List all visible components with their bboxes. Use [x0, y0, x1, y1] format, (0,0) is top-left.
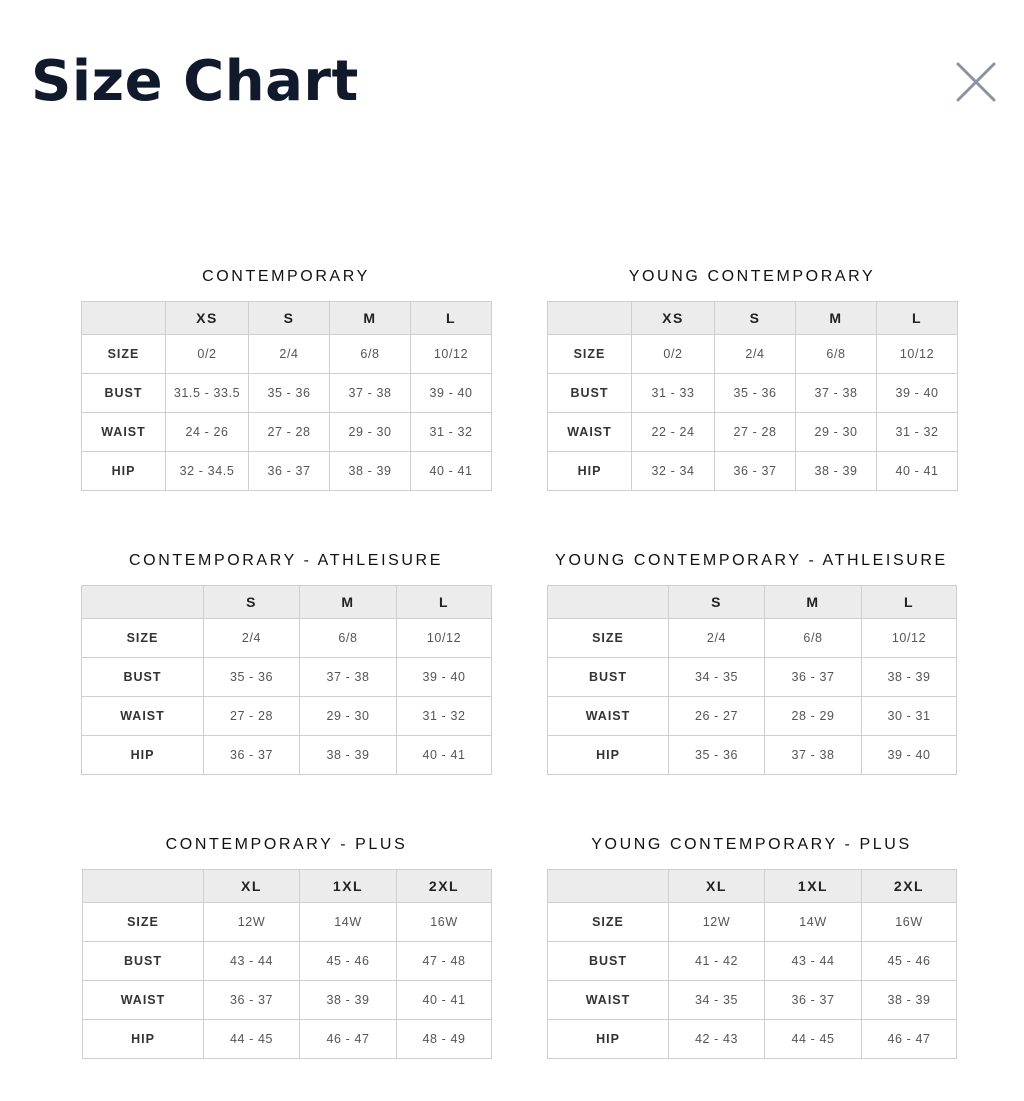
table-cell: 40 - 41: [397, 736, 492, 775]
table-cell: 36 - 37: [715, 452, 796, 491]
table-row: [548, 1020, 957, 1059]
section-title: YOUNG CONTEMPORARY - ATHLEISURE: [555, 552, 948, 569]
row-label: WAIST: [548, 981, 669, 1020]
table-cell: 6/8: [796, 335, 877, 374]
size-table: [81, 301, 492, 491]
table-cell: 46 - 47: [862, 1020, 957, 1059]
table-cell: 45 - 46: [300, 942, 397, 981]
table-cell: 27 - 28: [715, 413, 796, 452]
table-cell: 31 - 32: [397, 697, 492, 736]
table-cell: 29 - 30: [300, 697, 397, 736]
table-cell: 28 - 29: [765, 697, 862, 736]
row-label: HIP: [82, 736, 204, 775]
row-label: BUST: [83, 942, 204, 981]
header-row: [548, 586, 957, 619]
column-header: 1XL: [300, 870, 397, 903]
table-cell: 16W: [862, 903, 957, 942]
row-label: HIP: [548, 452, 632, 491]
column-header: 1XL: [765, 870, 862, 903]
table-cell: 41 - 42: [669, 942, 765, 981]
table-cell: 37 - 38: [796, 374, 877, 413]
row-label: SIZE: [82, 335, 166, 374]
table-row: [548, 452, 958, 491]
column-header: M: [765, 586, 862, 619]
table-cell: 37 - 38: [765, 736, 862, 775]
row-label: HIP: [548, 736, 669, 775]
table-cell: 36 - 37: [765, 658, 862, 697]
table-cell: 39 - 40: [862, 736, 957, 775]
table-row: [83, 1020, 492, 1059]
table-cell: 22 - 24: [632, 413, 715, 452]
corner-cell: [548, 302, 632, 335]
table-cell: 14W: [300, 903, 397, 942]
table-cell: 43 - 44: [204, 942, 300, 981]
row-label: WAIST: [548, 697, 669, 736]
table-cell: 39 - 40: [397, 658, 492, 697]
row-label: SIZE: [548, 619, 669, 658]
page-title: Size Chart: [31, 49, 359, 114]
table-cell: 2/4: [249, 335, 330, 374]
row-label: BUST: [548, 374, 632, 413]
row-label: WAIST: [83, 981, 204, 1020]
table-cell: 37 - 38: [330, 374, 411, 413]
table-cell: 39 - 40: [877, 374, 958, 413]
corner-cell: [548, 870, 669, 903]
table-cell: 32 - 34: [632, 452, 715, 491]
table-cell: 39 - 40: [411, 374, 492, 413]
table-cell: 2/4: [204, 619, 300, 658]
size-table: [81, 585, 492, 775]
row-label: SIZE: [548, 903, 669, 942]
table-cell: 40 - 41: [877, 452, 958, 491]
table-cell: 16W: [397, 903, 492, 942]
table-cell: 34 - 35: [669, 981, 765, 1020]
row-label: HIP: [83, 1020, 204, 1059]
column-header: L: [877, 302, 958, 335]
section-title: CONTEMPORARY - ATHLEISURE: [129, 552, 443, 569]
table-cell: 40 - 41: [397, 981, 492, 1020]
table-cell: 35 - 36: [204, 658, 300, 697]
table-cell: 31 - 32: [877, 413, 958, 452]
close-button[interactable]: [950, 56, 1002, 108]
section-title: YOUNG CONTEMPORARY: [628, 268, 876, 285]
table-cell: 38 - 39: [796, 452, 877, 491]
table-cell: 29 - 30: [330, 413, 411, 452]
table-cell: 36 - 37: [204, 981, 300, 1020]
table-cell: 34 - 35: [669, 658, 765, 697]
column-header: S: [715, 302, 796, 335]
table-cell: 10/12: [397, 619, 492, 658]
table-cell: 6/8: [765, 619, 862, 658]
size-table: [82, 869, 492, 1059]
table-cell: 48 - 49: [397, 1020, 492, 1059]
size-table: [547, 301, 958, 491]
table-cell: 35 - 36: [715, 374, 796, 413]
table-row: [83, 942, 492, 981]
table-cell: 35 - 36: [249, 374, 330, 413]
table-row: [548, 413, 958, 452]
table-cell: 6/8: [300, 619, 397, 658]
row-label: HIP: [82, 452, 166, 491]
column-header: XS: [166, 302, 249, 335]
table-row: [83, 903, 492, 942]
table-cell: 46 - 47: [300, 1020, 397, 1059]
table-cell: 10/12: [411, 335, 492, 374]
close-icon: [956, 62, 996, 102]
table-row: [82, 374, 492, 413]
table-cell: 38 - 39: [330, 452, 411, 491]
corner-cell: [548, 586, 669, 619]
table-cell: 0/2: [166, 335, 249, 374]
row-label: BUST: [548, 658, 669, 697]
size-table: [547, 869, 957, 1059]
table-cell: 43 - 44: [765, 942, 862, 981]
table-cell: 36 - 37: [249, 452, 330, 491]
column-header: S: [669, 586, 765, 619]
table-cell: 6/8: [330, 335, 411, 374]
table-cell: 38 - 39: [862, 981, 957, 1020]
table-cell: 40 - 41: [411, 452, 492, 491]
table-row: [82, 413, 492, 452]
table-row: [83, 981, 492, 1020]
header-row: [82, 302, 492, 335]
table-row: [82, 658, 492, 697]
row-label: SIZE: [548, 335, 632, 374]
table-cell: 44 - 45: [204, 1020, 300, 1059]
corner-cell: [82, 586, 204, 619]
section-title: CONTEMPORARY - PLUS: [165, 836, 408, 853]
table-cell: 36 - 37: [204, 736, 300, 775]
table-cell: 42 - 43: [669, 1020, 765, 1059]
column-header: 2XL: [862, 870, 957, 903]
header-row: [548, 302, 958, 335]
table-cell: 31.5 - 33.5: [166, 374, 249, 413]
table-cell: 14W: [765, 903, 862, 942]
table-cell: 12W: [204, 903, 300, 942]
header-row: [548, 870, 957, 903]
table-cell: 44 - 45: [765, 1020, 862, 1059]
row-label: BUST: [82, 658, 204, 697]
table-cell: 31 - 32: [411, 413, 492, 452]
row-label: WAIST: [82, 413, 166, 452]
table-cell: 32 - 34.5: [166, 452, 249, 491]
column-header: XS: [632, 302, 715, 335]
table-cell: 37 - 38: [300, 658, 397, 697]
table-cell: 12W: [669, 903, 765, 942]
corner-cell: [83, 870, 204, 903]
column-header: M: [796, 302, 877, 335]
table-cell: 10/12: [877, 335, 958, 374]
table-cell: 24 - 26: [166, 413, 249, 452]
table-row: [548, 697, 957, 736]
column-header: L: [862, 586, 957, 619]
column-header: M: [330, 302, 411, 335]
header-row: [82, 586, 492, 619]
column-header: L: [397, 586, 492, 619]
table-cell: 29 - 30: [796, 413, 877, 452]
column-header: XL: [669, 870, 765, 903]
row-label: WAIST: [548, 413, 632, 452]
table-cell: 36 - 37: [765, 981, 862, 1020]
table-cell: 10/12: [862, 619, 957, 658]
table-cell: 31 - 33: [632, 374, 715, 413]
table-row: [548, 335, 958, 374]
table-row: [82, 697, 492, 736]
table-cell: 45 - 46: [862, 942, 957, 981]
table-cell: 38 - 39: [300, 981, 397, 1020]
table-cell: 47 - 48: [397, 942, 492, 981]
table-row: [548, 981, 957, 1020]
table-row: [82, 335, 492, 374]
table-cell: 35 - 36: [669, 736, 765, 775]
corner-cell: [82, 302, 166, 335]
table-cell: 2/4: [715, 335, 796, 374]
column-header: L: [411, 302, 492, 335]
table-row: [548, 903, 957, 942]
header-row: [83, 870, 492, 903]
table-row: [82, 736, 492, 775]
table-cell: 0/2: [632, 335, 715, 374]
table-cell: 2/4: [669, 619, 765, 658]
row-label: SIZE: [83, 903, 204, 942]
row-label: HIP: [548, 1020, 669, 1059]
column-header: 2XL: [397, 870, 492, 903]
column-header: S: [249, 302, 330, 335]
size-table: [547, 585, 957, 775]
section-title: CONTEMPORARY: [202, 268, 370, 285]
table-row: [548, 736, 957, 775]
section-title: YOUNG CONTEMPORARY - PLUS: [591, 836, 912, 853]
column-header: S: [204, 586, 300, 619]
table-cell: 38 - 39: [300, 736, 397, 775]
table-row: [548, 374, 958, 413]
table-row: [82, 619, 492, 658]
table-row: [548, 942, 957, 981]
row-label: SIZE: [82, 619, 204, 658]
row-label: WAIST: [82, 697, 204, 736]
row-label: BUST: [548, 942, 669, 981]
table-row: [548, 619, 957, 658]
column-header: XL: [204, 870, 300, 903]
table-cell: 27 - 28: [204, 697, 300, 736]
table-cell: 30 - 31: [862, 697, 957, 736]
column-header: M: [300, 586, 397, 619]
row-label: BUST: [82, 374, 166, 413]
table-cell: 27 - 28: [249, 413, 330, 452]
table-row: [548, 658, 957, 697]
table-row: [82, 452, 492, 491]
table-cell: 38 - 39: [862, 658, 957, 697]
table-cell: 26 - 27: [669, 697, 765, 736]
